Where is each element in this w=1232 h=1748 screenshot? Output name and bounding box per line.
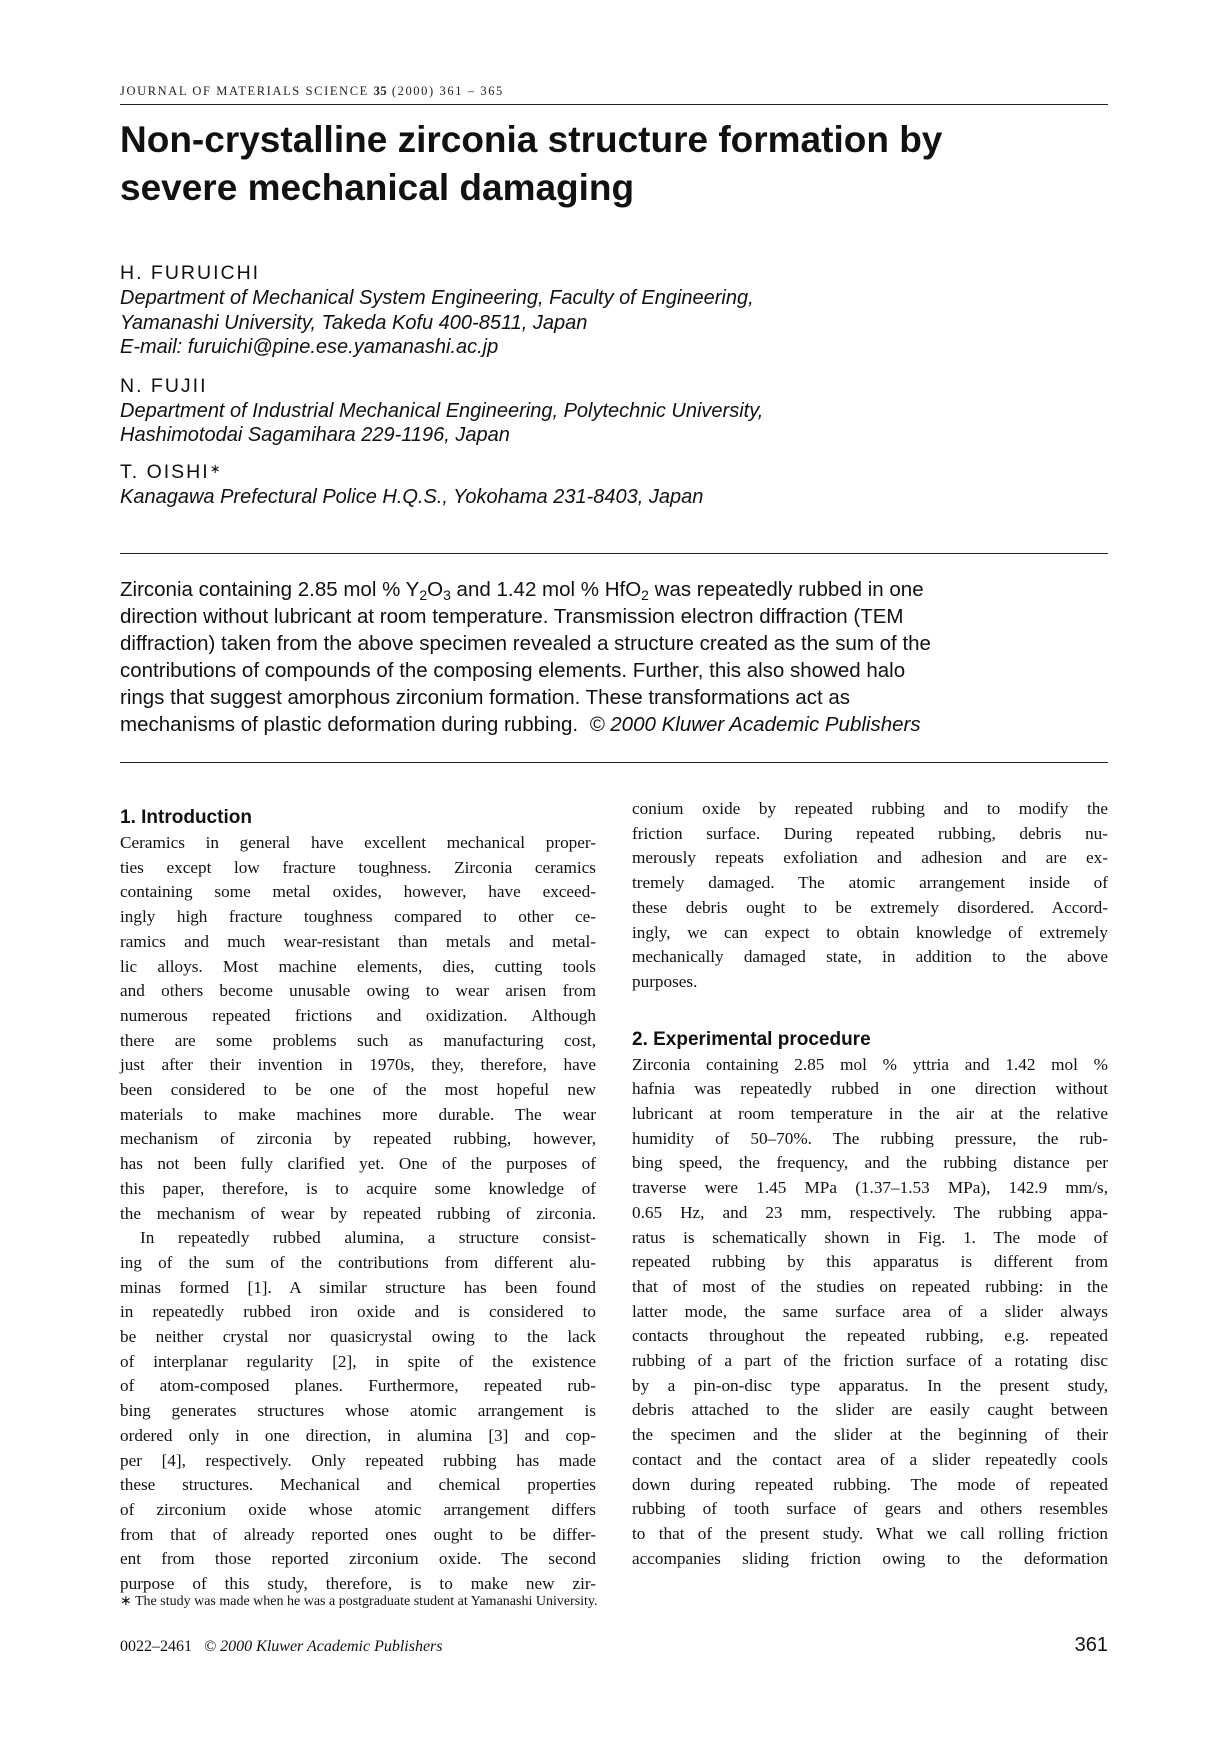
- author-name: H. FURUICHI: [120, 262, 261, 284]
- text-line: mechanism of zirconia by repeated rubbing, however,: [120, 1129, 596, 1149]
- affiliation-line: Hashimotodai Sagamihara 229-1196, Japan: [120, 424, 510, 446]
- author-name: N. FUJII: [120, 374, 208, 397]
- text-line: ramics and much wear-resistant than metals and metal-: [120, 931, 596, 951]
- text-line: Zirconia containing 2.85 mol % yttria and 1.42 mol %: [632, 1054, 1108, 1074]
- paragraph: [632, 1053, 1108, 1572]
- text-line: of atom-composed planes. Furthermore, repeated rub-: [120, 1376, 596, 1396]
- text-line: to that of the present study. What we call rolling friction: [632, 1523, 1108, 1543]
- text-line: down during repeated rubbing. The mode of repeated: [632, 1474, 1108, 1494]
- section-heading: 1. Introduction: [120, 807, 252, 828]
- text-line: these structures. Mechanical and chemical properties: [120, 1475, 596, 1495]
- paragraph: [120, 831, 596, 1226]
- text-line: there are some problems such as manufacturing cost,: [120, 1030, 596, 1050]
- text-line: ordered only in one direction, in alumina [3] and cop-: [120, 1425, 596, 1445]
- footer-issn-line: [120, 1638, 443, 1656]
- affiliation-line: Department of Mechanical System Engineering, Faculty of Engineering,: [120, 287, 754, 309]
- text-line: ing of the sum of the contributions from different alu-: [120, 1252, 596, 1272]
- text-line: Ceramics in general have excellent mechanical proper-: [120, 833, 596, 852]
- abstract-text: was repeatedly rubbed in one: [648, 578, 924, 601]
- journal-name: JOURNAL OF MATERIALS SCIENCE: [120, 84, 369, 98]
- abstract-text: Zirconia containing 2.85 mol % Y: [120, 578, 420, 601]
- text-line: and others become unusable owing to wear arisen from: [120, 981, 596, 1001]
- abstract: [120, 576, 1108, 738]
- page-number: 361: [1074, 1634, 1108, 1656]
- paper-page: [120, 0, 1108, 1748]
- text-line: conium oxide by repeated rubbing and to modify the: [632, 799, 1108, 818]
- text-line: ingly, we can expect to obtain knowledge of extremely: [632, 922, 1108, 942]
- author-block: [120, 374, 1108, 448]
- issn: 0022–2461: [120, 1638, 192, 1655]
- left-column: [120, 805, 596, 1597]
- text-line: hafnia was repeatedly rubbed in one direction without: [632, 1079, 1108, 1099]
- author-email: E-mail: furuichi@pine.ese.yamanashi.ac.jp: [120, 336, 499, 358]
- text-line: purposes.: [632, 971, 698, 991]
- text-line: traverse were 1.45 MPa (1.37–1.53 MPa), 142.9 mm/s,: [632, 1178, 1108, 1198]
- abstract-copyright: © 2000 Kluwer Academic Publishers: [589, 713, 921, 736]
- right-column: [632, 799, 1108, 1571]
- author-name: [120, 456, 1108, 485]
- abstract-text: O: [427, 578, 444, 601]
- text-line: this paper, therefore, is to acquire some knowledge of: [120, 1178, 596, 1198]
- text-line: of interplanar regularity [2], in spite of the existence: [120, 1351, 596, 1371]
- text-line: accompanies sliding friction owing to the deformation: [632, 1548, 1108, 1568]
- text-line: of zirconium oxide whose atomic arrangement differs: [120, 1499, 596, 1519]
- text-line: minas formed [1]. A similar structure has been found: [120, 1277, 596, 1297]
- abstract-line: [120, 576, 1108, 603]
- text-line: mechanically damaged state, in addition to the above: [632, 947, 1108, 967]
- text-line: ties except low fracture toughness. Zirconia ceramics: [120, 857, 596, 877]
- text-line: the mechanism of wear by repeated rubbing of zirconia.: [120, 1203, 596, 1223]
- footnote: ∗ The study was made when he was a postgraduate student at Yamanashi University.: [120, 1594, 598, 1609]
- author-block: [120, 261, 1108, 360]
- text-line: in repeatedly rubbed iron oxide and is considered to: [120, 1302, 596, 1322]
- text-line: by a pin-on-disc type apparatus. In the present study,: [632, 1375, 1108, 1395]
- text-line: contacts throughout the repeated rubbing, e.g. repeated: [632, 1326, 1108, 1346]
- title-line: Non-crystalline zirconia structure formation by: [120, 119, 943, 160]
- abstract-top-rule: [120, 553, 1108, 554]
- abstract-line: direction without lubricant at room temperature. Transmission electron diffraction (TEM: [120, 605, 904, 628]
- text-line: ingly high fracture toughness compared to other ce-: [120, 907, 596, 927]
- text-line: contact and the contact area of a slider repeatedly cools: [632, 1449, 1108, 1469]
- abstract-text: mechanisms of plastic deformation during rubbing.: [120, 713, 579, 736]
- author-list: [120, 261, 1108, 509]
- text-line: that of most of the studies on repeated rubbing: in the: [632, 1276, 1108, 1296]
- title-line: severe mechanical damaging: [120, 167, 635, 208]
- affiliation-line: Yamanashi University, Takeda Kofu 400-8511, Japan: [120, 311, 588, 334]
- text-line: these debris ought to be extremely disordered. Accord-: [632, 897, 1108, 917]
- text-line: purpose of this study, therefore, is to make new zir-: [120, 1574, 596, 1594]
- author-block: [120, 456, 1108, 510]
- text-line: 0.65 Hz, and 23 mm, respectively. The rubbing appa-: [632, 1202, 1108, 1222]
- text-line: ent from those reported zirconium oxide. The second: [120, 1549, 596, 1569]
- text-line: tremely damaged. The atomic arrangement inside of: [632, 873, 1108, 893]
- text-line: bing speed, the frequency, and the rubbing distance per: [632, 1153, 1108, 1173]
- text-line: friction surface. During repeated rubbing, debris nu-: [632, 823, 1108, 843]
- text-line: the specimen and the slider at the beginning of their: [632, 1425, 1108, 1445]
- affiliation-line: Kanagawa Prefectural Police H.Q.S., Yokohama 231-8403, Japan: [120, 485, 704, 508]
- text-line: numerous repeated frictions and oxidization. Although: [120, 1005, 596, 1025]
- subscript: 2: [641, 587, 649, 603]
- section-heading: 2. Experimental procedure: [632, 1028, 871, 1050]
- header-rule: [120, 104, 1108, 105]
- text-line: materials to make machines more durable. The wear: [120, 1104, 596, 1124]
- text-line: just after their invention in 1970s, they, therefore, have: [120, 1055, 596, 1075]
- footer-publisher: © 2000 Kluwer Academic Publishers: [204, 1638, 443, 1655]
- abstract-text: and 1.42 mol % HfO: [450, 578, 642, 601]
- subscript: 3: [443, 587, 451, 603]
- text-line: has not been fully clarified yet. One of the purposes of: [120, 1154, 596, 1174]
- paragraph: [120, 1226, 596, 1597]
- text-line: latter mode, the same surface area of a slider always: [632, 1301, 1108, 1321]
- abstract-bottom-rule: [120, 762, 1108, 763]
- text-line: bing generates structures whose atomic arrangement is: [120, 1401, 596, 1421]
- journal-volume: 35: [373, 84, 388, 98]
- text-line: rubbing of tooth surface of gears and others resembles: [632, 1499, 1108, 1519]
- running-head: [120, 84, 504, 99]
- text-line: ratus is schematically shown in Fig. 1. The mode of: [632, 1227, 1108, 1247]
- affiliation-line: Department of Industrial Mechanical Engineering, Polytechnic University,: [120, 399, 764, 422]
- paragraph: [632, 797, 1108, 995]
- text-line: from that of already reported ones ought to be differ-: [120, 1524, 596, 1544]
- text-line: been considered to be one of the most hopeful new: [120, 1080, 596, 1100]
- author-name-text: T. OISHI: [120, 460, 210, 483]
- text-line: rubbing of a part of the friction surface of a rotating disc: [632, 1351, 1108, 1371]
- text-line: lubricant at room temperature in the air at the relative: [632, 1104, 1108, 1124]
- footnote-marker: ∗: [209, 460, 221, 476]
- text-line: per [4], respectively. Only repeated rubbing has made: [120, 1450, 596, 1470]
- text-line: be neither crystal nor quasicrystal owing to the lack: [120, 1327, 596, 1347]
- abstract-line: [120, 711, 1108, 738]
- paper-title: [120, 116, 1108, 212]
- text-line: debris attached to the slider are easily caught between: [632, 1400, 1108, 1420]
- abstract-line: rings that suggest amorphous zirconium formation. These transformations act as: [120, 686, 850, 709]
- text-line: humidity of 50–70%. The rubbing pressure, the rub-: [632, 1128, 1108, 1148]
- text-line: lic alloys. Most machine elements, dies, cutting tools: [120, 956, 596, 976]
- subscript: 2: [419, 587, 428, 603]
- abstract-line: contributions of compounds of the composing elements. Further, this also showed halo: [120, 659, 906, 682]
- journal-details: (2000) 361 – 365: [391, 84, 504, 98]
- text-line: containing some metal oxides, however, have exceed-: [120, 882, 596, 902]
- text-line: repeated rubbing by this apparatus is different from: [632, 1252, 1108, 1272]
- abstract-line: diffraction) taken from the above specimen revealed a structure created as the sum of the: [120, 632, 931, 655]
- text-line: In repeatedly rubbed alumina, a structure consist-: [140, 1228, 596, 1248]
- text-line: merously repeats exfoliation and adhesion and are ex-: [632, 848, 1108, 868]
